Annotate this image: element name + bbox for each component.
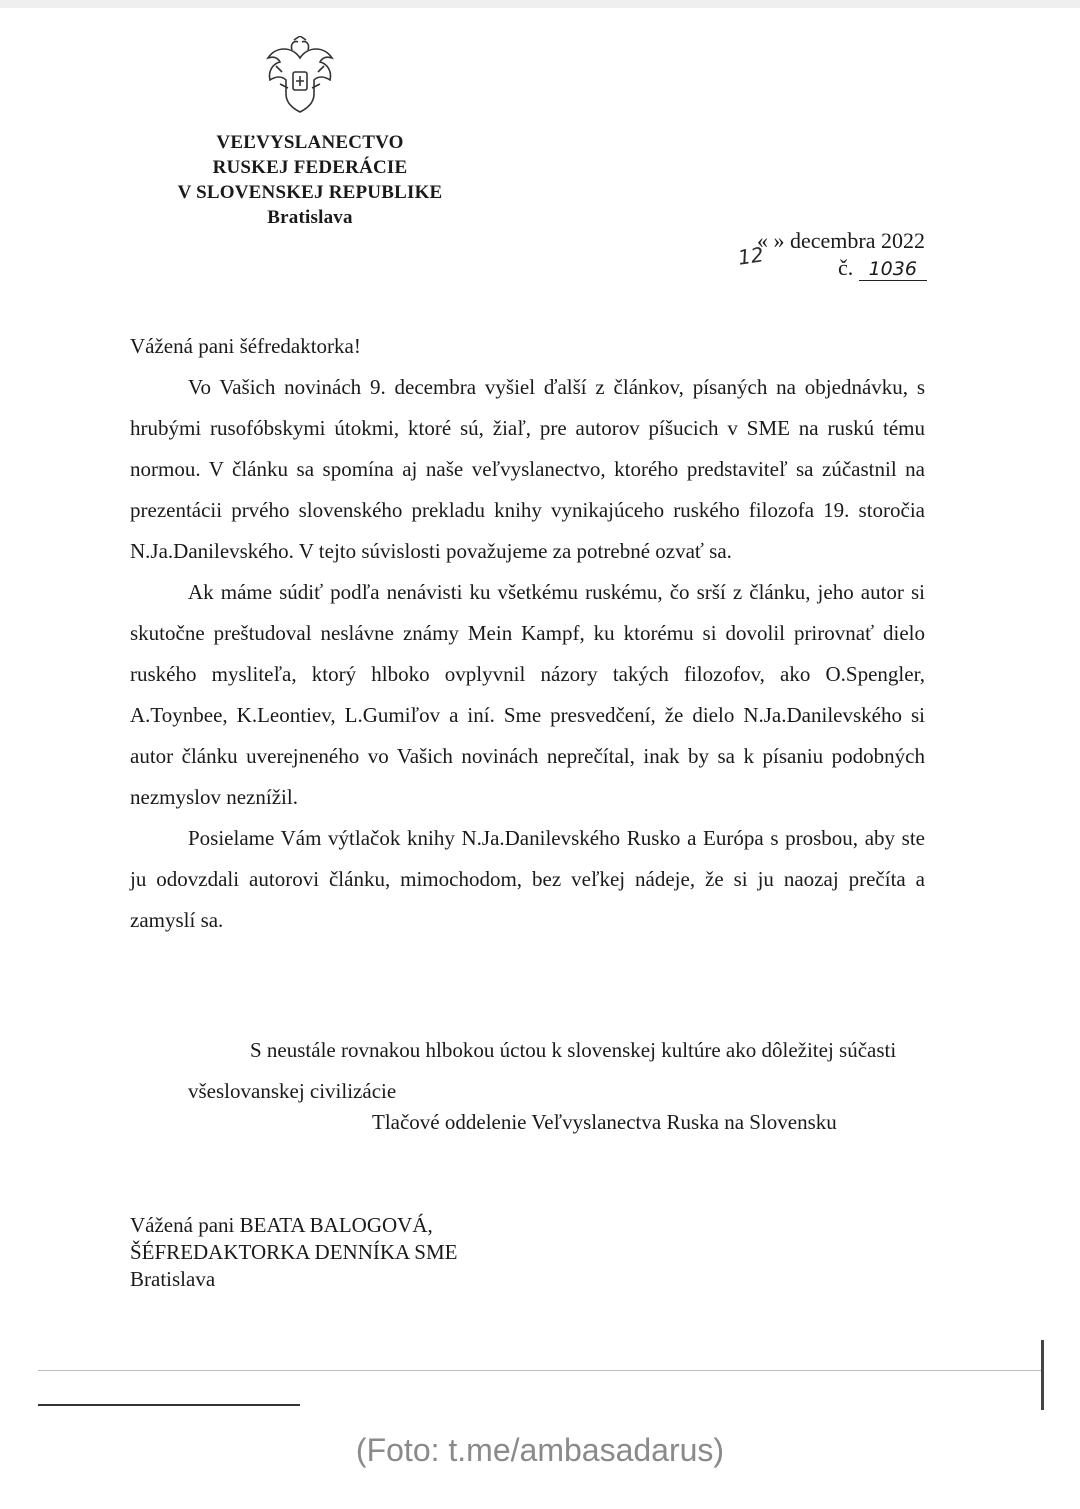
reference-number [838,255,927,281]
address-line-3: Bratislava [130,1267,216,1291]
printed-date: « » decembra 2022 [757,228,925,253]
salutation: Vážená pani šéfredaktorka! [130,334,361,358]
closing-block [188,1030,928,1112]
paragraph-1: Vo Vašich novinách 9. decembra vyšiel ďalší z článkov, písaných na objednávku, s hrubými rusofóbskymi útokmi, ktoré sú, žiaľ, pre autorov píšucich v SME na ruskú tému normou. V článku sa spomína aj naše veľvyslanectvo, ktorého predstaviteľ sa zúčastnil na prezentácii prvého slovenského prekladu knihy vynikajúceho ruského filozofa 19. storočia N.Ja.Danilevského. V tejto súvislosti považujeme za potrebné ozvať sa. [130,375,925,563]
handwritten-day: 12 [736,242,765,270]
number-prefix: č. [838,255,854,280]
letter-body [130,326,925,941]
photo-caption: (Foto: t.me/ambasadarus) [355,1432,725,1468]
double-headed-eagle-icon [262,36,338,116]
scan-right-edge [1041,1340,1044,1410]
footer-divider [38,1370,1043,1371]
header-line-2: RUSKEJ FEDERÁCIE [212,157,408,178]
handwritten-number: 1036 [859,258,927,281]
address-line-1: Vážená pani BEATA BALOGOVÁ, [130,1213,433,1237]
date-block [757,226,925,256]
header-city: Bratislava [267,207,353,228]
closing-text: S neustále rovnakou hlbokou úctou k slovenskej kultúre ako dôležitej súčasti všeslovanskej civilizácie [188,1038,897,1103]
header-line-1: VEĽVYSLANECTVO [216,132,404,153]
embassy-header [120,130,500,230]
address-line-2: ŠÉFREDAKTORKA DENNÍKA SME [130,1240,458,1264]
header-line-3: V SLOVENSKEJ REPUBLIKE [177,182,443,203]
paragraph-2: Ak máme súdiť podľa nenávisti ku všetkému ruskému, čo srší z článku, jeho autor si skutočne preštudoval neslávne známy Mein Kampf, ku ktorému si dovolil prirovnať dielo ruského mysliteľa, ktorý hlboko ovplyvnil názory takých filozofov, ako O.Spengler, A.Toynbee, K.Leontiev, L.Gumiľov a iní. Sme presvedčení, že dielo N.Ja.Danilevského si autor článku uverejneného vo Vašich novinách neprečítal, inak by sa k písaniu podobných nezmyslov neznížil. [130,580,925,809]
footer-rule [38,1404,300,1406]
recipient-address [130,1212,457,1293]
scan-top-edge [0,0,1080,8]
signature: Tlačové oddelenie Veľvyslanectva Ruska na Slovensku [372,1110,837,1134]
paragraph-3: Posielame Vám výtlačok knihy N.Ja.Danilevského Rusko a Európa s prosbou, aby ste ju odovzdali autorovi článku, mimochodom, bez veľkej nádeje, že si ju naozaj prečíta a zamyslí sa. [130,826,925,932]
